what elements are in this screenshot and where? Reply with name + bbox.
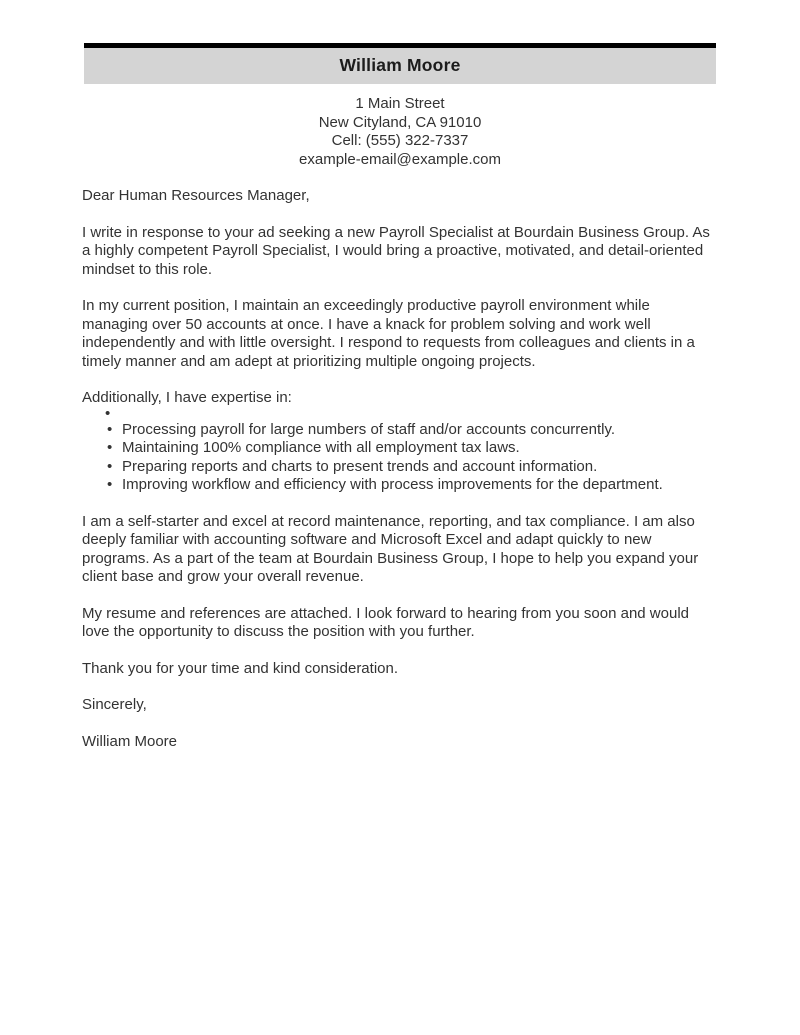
applicant-name: William Moore bbox=[339, 55, 461, 75]
list-item: • Preparing reports and charts to present trends and account information. bbox=[122, 458, 718, 477]
letter-body bbox=[82, 187, 718, 751]
expertise-list bbox=[82, 421, 718, 495]
salutation: Dear Human Resources Manager, bbox=[82, 187, 310, 204]
list-item: • Maintaining 100% compliance with all employment tax laws. bbox=[122, 439, 718, 458]
paragraph-resume-attached: My resume and references are attached. I look forward to hearing from you soon and would love the opportunity to discuss the position with you further. bbox=[82, 604, 689, 640]
valediction: Sincerely, bbox=[82, 696, 147, 713]
email-line: example-email@example.com bbox=[299, 150, 501, 168]
stray-bullet-icon bbox=[82, 408, 718, 420]
list-item: • Improving workflow and efficiency with process improvements for the department. bbox=[122, 476, 718, 495]
paragraph-current-position: In my current position, I maintain an exceedingly productive payroll environment while managing over 50 accounts at once. I have a knack for problem solving and work well independently and with little oversight. I respond to requests from colleagues and clients in a timely manner and am adept at prioritizing multiple ongoing projects. bbox=[82, 297, 695, 370]
address-line-2: New Cityland, CA 91010 bbox=[318, 113, 482, 131]
paragraph-self-starter: I am a self-starter and excel at record maintenance, reporting, and tax compliance. I am also deeply familiar with accounting software and Microsoft Excel and adapt quickly to new programs. As a part of the team at Bourdain Business Group, I hope to help you expand your client base and grow your overall revenue. bbox=[82, 512, 699, 585]
expertise-list-intro: Additionally, I have expertise in: bbox=[82, 389, 292, 406]
signature-name: William Moore bbox=[82, 732, 178, 750]
address-line-1: 1 Main Street bbox=[355, 95, 445, 112]
header-name-banner bbox=[84, 48, 716, 84]
thanks-line: Thank you for your time and kind consideration. bbox=[82, 659, 399, 677]
list-item: • Processing payroll for large numbers of staff and/or accounts concurrently. bbox=[122, 421, 718, 440]
phone-line: Cell: (555) 322-7337 bbox=[331, 132, 469, 149]
paragraph-intro: I write in response to your ad seeking a new Payroll Specialist at Bourdain Business Group. As a highly competent Payroll Specialist, I would bring a proactive, motivated, and detail-oriented mindset to this role. bbox=[82, 223, 710, 278]
contact-block bbox=[82, 95, 718, 169]
